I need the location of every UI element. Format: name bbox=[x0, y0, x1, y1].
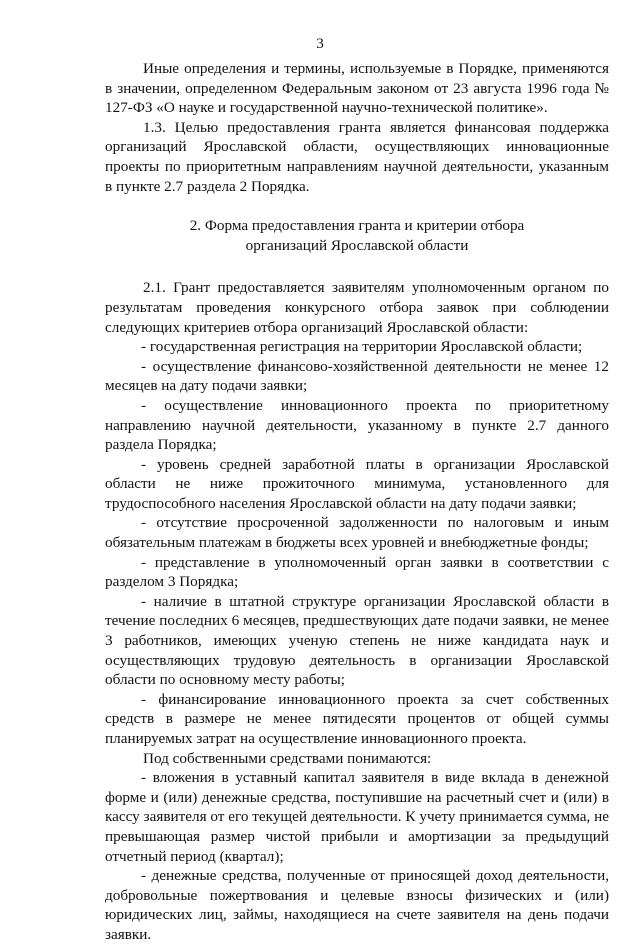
section-heading-line2: организаций Ярославской области bbox=[245, 236, 469, 254]
criterion-no-arrears: - отсутствие просроченной задолженности по налоговым и иным обязательным платежам в бюджеты всех уровней и внебюджетные фонды; bbox=[105, 514, 609, 552]
criterion-registration: - государственная регистрация на территории Ярославской области; bbox=[141, 338, 583, 356]
section-heading bbox=[105, 216, 609, 255]
paragraph-2-1: 2.1. Грант предоставляется заявителям уполномоченным органом по результатам проведения конкурсного отбора заявок при соблюдении следующих критериев отбора организаций Ярославской области: bbox=[105, 279, 609, 336]
criterion-activity-duration: - осуществление финансово-хозяйственной деятельности не менее 12 месяцев на дату подачи заявки; bbox=[105, 357, 609, 395]
intro-paragraph-definitions: Иные определения и термины, используемые в Порядке, применяются в значении, определенном Федеральным законом от 23 августа 1996 года № 127-ФЗ «О науке и государственной научно-технической политике». bbox=[105, 60, 609, 117]
page-number: 3 bbox=[316, 35, 324, 52]
own-funds-capital-contributions: - вложения в уставный капитал заявителя в виде вклада в денежной форме и (или) денежные средства, поступившие на расчетный счет и (или) в кассу заявителя от его текущей деятельности. К учету принимается сумма, не превышающая размер чистой прибыли и амортизации за предыдущий отчетный период (квартал); bbox=[105, 769, 609, 865]
criterion-average-salary: - уровень средней заработной платы в организации Ярославской области не ниже прожиточного минимума, установленного для трудоспособного населения Ярославской области на дату подачи заявки; bbox=[105, 455, 609, 512]
document-body bbox=[105, 59, 609, 945]
criterion-application-submission: - представление в уполномоченный орган заявки в соответствии с разделом 3 Порядка; bbox=[105, 553, 609, 591]
section-heading-line1: 2. Форма предоставления гранта и критерии отбора bbox=[189, 217, 525, 235]
own-funds-income-donations: - денежные средства, полученные от приносящей доход деятельности, добровольные пожертвования и целевые взносы физических и (или) юридических лиц, займы, находящиеся на счете заявителя на день подачи заявки. bbox=[105, 867, 609, 943]
criterion-own-funding: - финансирование инновационного проекта за счет собственных средств в размере не менее пятидесяти процентов от общей суммы планируемых затрат на осуществление инновационного проекта. bbox=[105, 690, 609, 747]
own-funds-intro: Под собственными средствами понимаются: bbox=[143, 749, 432, 767]
intro-paragraph-1-3: 1.3. Целью предоставления гранта является финансовая поддержка организаций Ярославской области, осуществляющих инновационные проекты по приоритетным направлениям научной деятельности, указанным в пункте 2.7 раздела 2 Порядка. bbox=[105, 118, 609, 195]
criterion-innovative-project: - осуществление инновационного проекта по приоритетному направлению научной деятельности, указанному в пункте 2.7 данного раздела Порядка; bbox=[105, 396, 609, 454]
criterion-staff-scientists: - наличие в штатной структуре организации Ярославской области в течение последних 6 месяцев, предшествующих дате подачи заявки, не менее 3 работников, имеющих ученую степень не ниже кандидата наук и осуществляющих трудовую деятельность в организации Ярославской области по основному месту работы; bbox=[105, 592, 609, 689]
